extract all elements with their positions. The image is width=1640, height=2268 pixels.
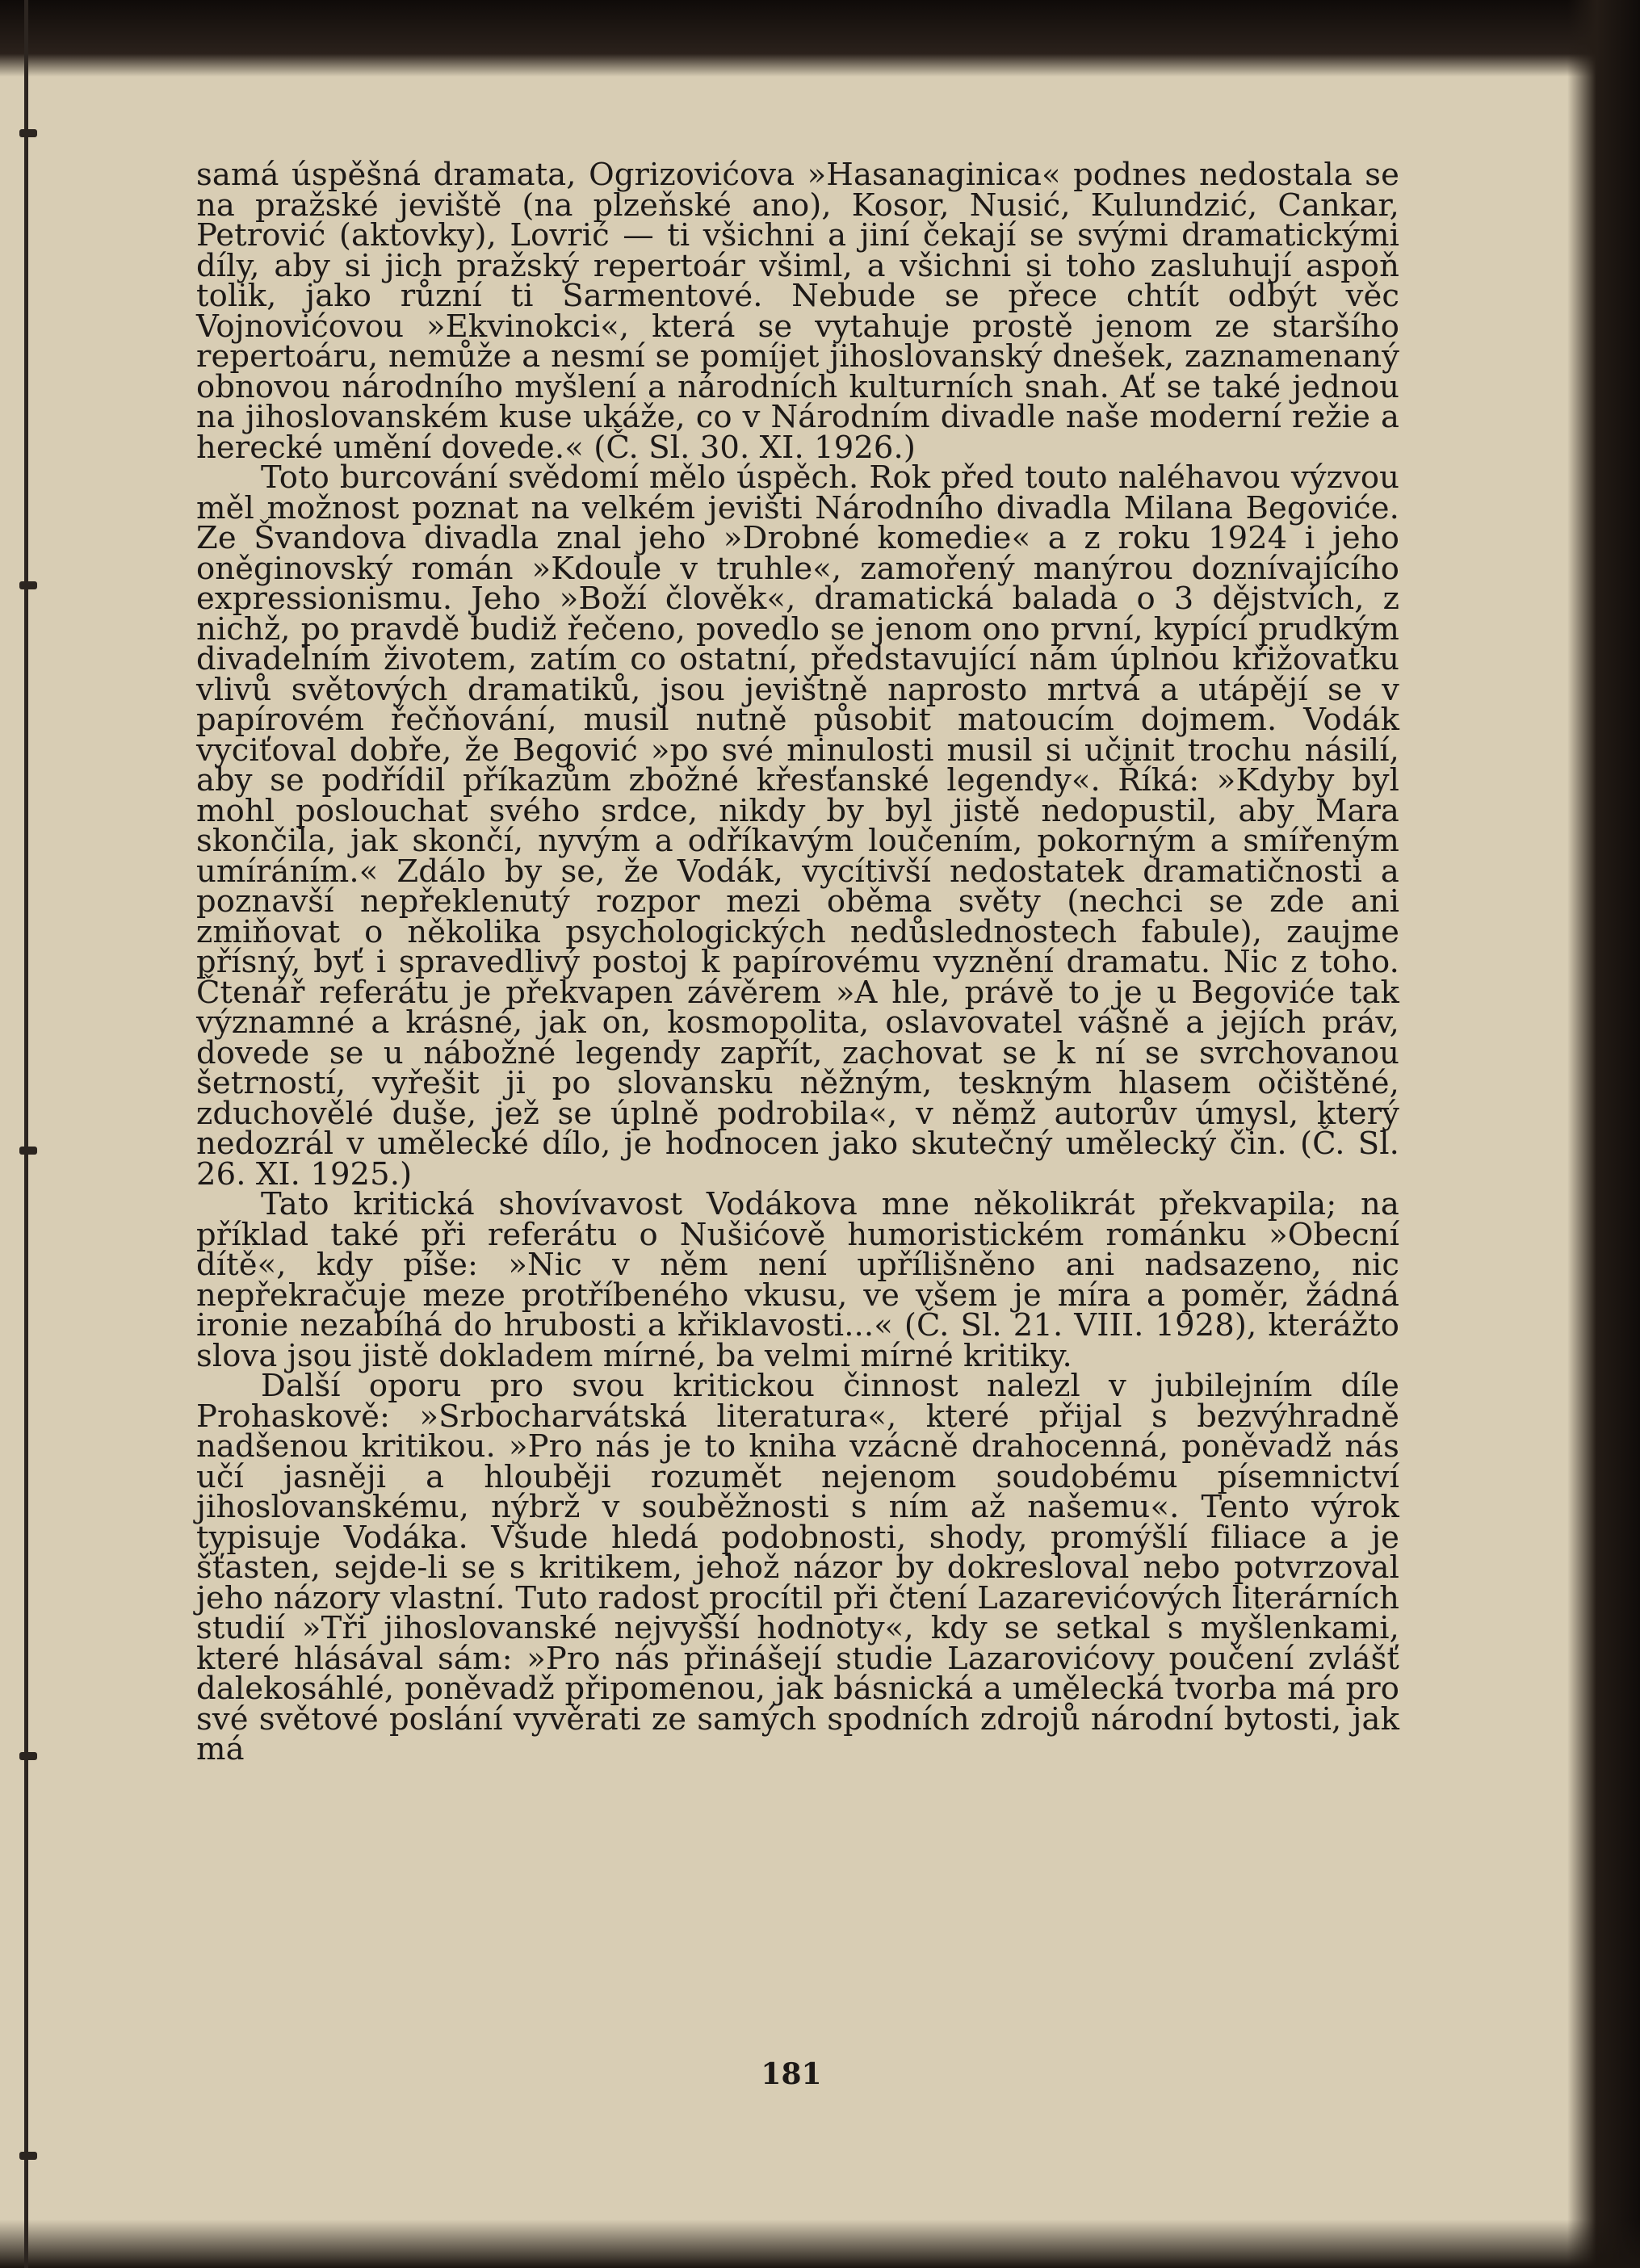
paragraph: Toto burcování svědomí mělo úspěch. Rok před touto naléhavou výzvou měl možnost poznat na velkém jevišti Národního divadla Milana Begoviće. Ze Švandova divadla znal jeho »Drobné komedie« a z roku 1924 i jeho oněginovský román »Kdoule v truhle«, zamořený manýrou doznívajícího expressionismu. Jeho »Boží člověk«, dramatická balada o 3 dějstvích, z nichž, po pravdě budiž řečeno, povedlo se jenom ono první, kypící prudkým divadelním životem, zatím co ostatní, představující nám úplnou křižovatku vlivů světových dramatiků, jsou jevištně naprosto mrtvá a utápějí se v papírovém řečňování, musil nutně působit matoucím dojmem. Vodák vyciťoval dobře, že Begović »po své minulosti musil si učinit trochu násilí, aby se podřídil příkazům zbožné křesťanské legendy«. Říká: »Kdyby byl mohl poslouchat svého srdce, nikdy by byl jistě nedopustil, aby Mara skončila, jak skončí, nyvým a odříkavým loučením, pokorným a smířeným umíráním.« Zdálo by se, že Vodák, vycítivší nedostatek dramatičnosti a poznavší nepřeklenutý rozpor mezi oběma světy (nechci se zde ani zmiňovat o několika psychologických nedůslednostech fabule), zaujme přísný, byť i spravedlivý postoj k papírovému vyznění dramatu. Nic z toho. Čtenář referátu je překvapen závěrem »A hle, právě to je u Begoviće tak významné a krásné, jak on, kosmopolita, oslavovatel vášně a jejích práv, dovede se u nábožné legendy zapřít, zachovat se k ní se svrchovanou šetrností, vyřešit ji po slovansku něžným, teskným hlasem očištěné, zduchovělé duše, jež se úplně podrobila«, v němž autorův úmysl, který nedozrál v umělecké dílo, je hodnocen jako skutečný umělecký čin. (Č. Sl. 26. XI. 1925.) bbox=[196, 459, 1399, 1193]
paragraph: samá úspěšná dramata, Ogrizovićova »Hasanaginica« podnes nedostala se na pražské jeviště (na plzeňské ano), Kosor, Nusić, Kulundzić, Cankar, Petrović (aktovky), Lovrić — ti všichni a jiní čekají se svými dramatickými díly, aby si jich pražský repertoár všiml, a všichni si toho zasluhují aspoň tolik, jako různí ti Sarmentové. Nebude se přece chtít odbýt věc Vojnovićovou »Ekvinokci«, která se vytahuje prostě jenom ze staršího repertoáru, nemůže a nesmí se pomíjet jihoslovanský dnešek, zaznamenaný obnovou národního myšlení a národních kulturních snah. Ať se také jednou na jihoslovanském kuse ukáže, co v Národním divadle naše moderní režie a herecké umění dovede.« (Č. Sl. 30. XI. 1926.) bbox=[196, 157, 1399, 466]
binding-edge bbox=[24, 0, 28, 2268]
paragraph: Tato kritická shovívavost Vodákova mne několikrát překvapila; na příklad také při referátu o Nušićově humoristickém románku »Obecní dítě«, kdy píše: »Nic v něm není upřílišněno ani nadsazeno, nic nepřekračuje meze protříbeného vkusu, ve všem je míra a poměr, žádná ironie nezabíhá do hrubosti a křiklavosti...« (Č. Sl. 21. VIII. 1928), kterážto slova jsou jistě dokladem mírné, ba velmi mírné kritiky. bbox=[196, 1186, 1399, 1374]
paragraph: Další oporu pro svou kritickou činnost nalezl v jubilejním díle Prohaskově: »Srbocharvátská literatura«, které přijal s bezvýhradně nadšenou kritikou. »Pro nás je to kniha vzácně drahocenná, poněvadž nás učí jasněji a hlouběji rozumět nejenom soudobému písemnictví jihoslovanskému, nýbrž v souběžnosti s ním až našemu«. Tento výrok typisuje Vodáka. Všude hledá podobnosti, shody, promýšlí filiace a je šťasten, sejde-li se s kritikem, jehož názor by dokresloval nebo potvrzoval jeho názory vlastní. Tuto radost procítil při čtení Lazarevićových literárních studií »Tři jihoslovanské nejvyšší hodnoty«, kdy se setkal s myšlenkami, které hlásával sám: »Pro nás přinášejí studie Lazarovićovy poučení zvlášť dalekosáhlé, poněvadž připomenou, jak básnická a umělecká tvorba má pro své světové poslání vyvěrati ze samých spodních zdrojů národní bytosti, jak má bbox=[196, 1368, 1399, 1767]
top-scan-shadow bbox=[0, 0, 1640, 77]
page-number: 181 bbox=[761, 2057, 822, 2091]
binding-mark bbox=[19, 2152, 37, 2160]
binding-mark bbox=[19, 129, 37, 137]
right-scan-shadow bbox=[1567, 0, 1640, 2268]
binding-mark bbox=[19, 581, 37, 589]
bottom-scan-shadow bbox=[0, 2220, 1640, 2268]
binding-mark bbox=[19, 1752, 37, 1760]
binding-mark bbox=[19, 1147, 37, 1155]
body-text bbox=[196, 157, 1399, 1767]
